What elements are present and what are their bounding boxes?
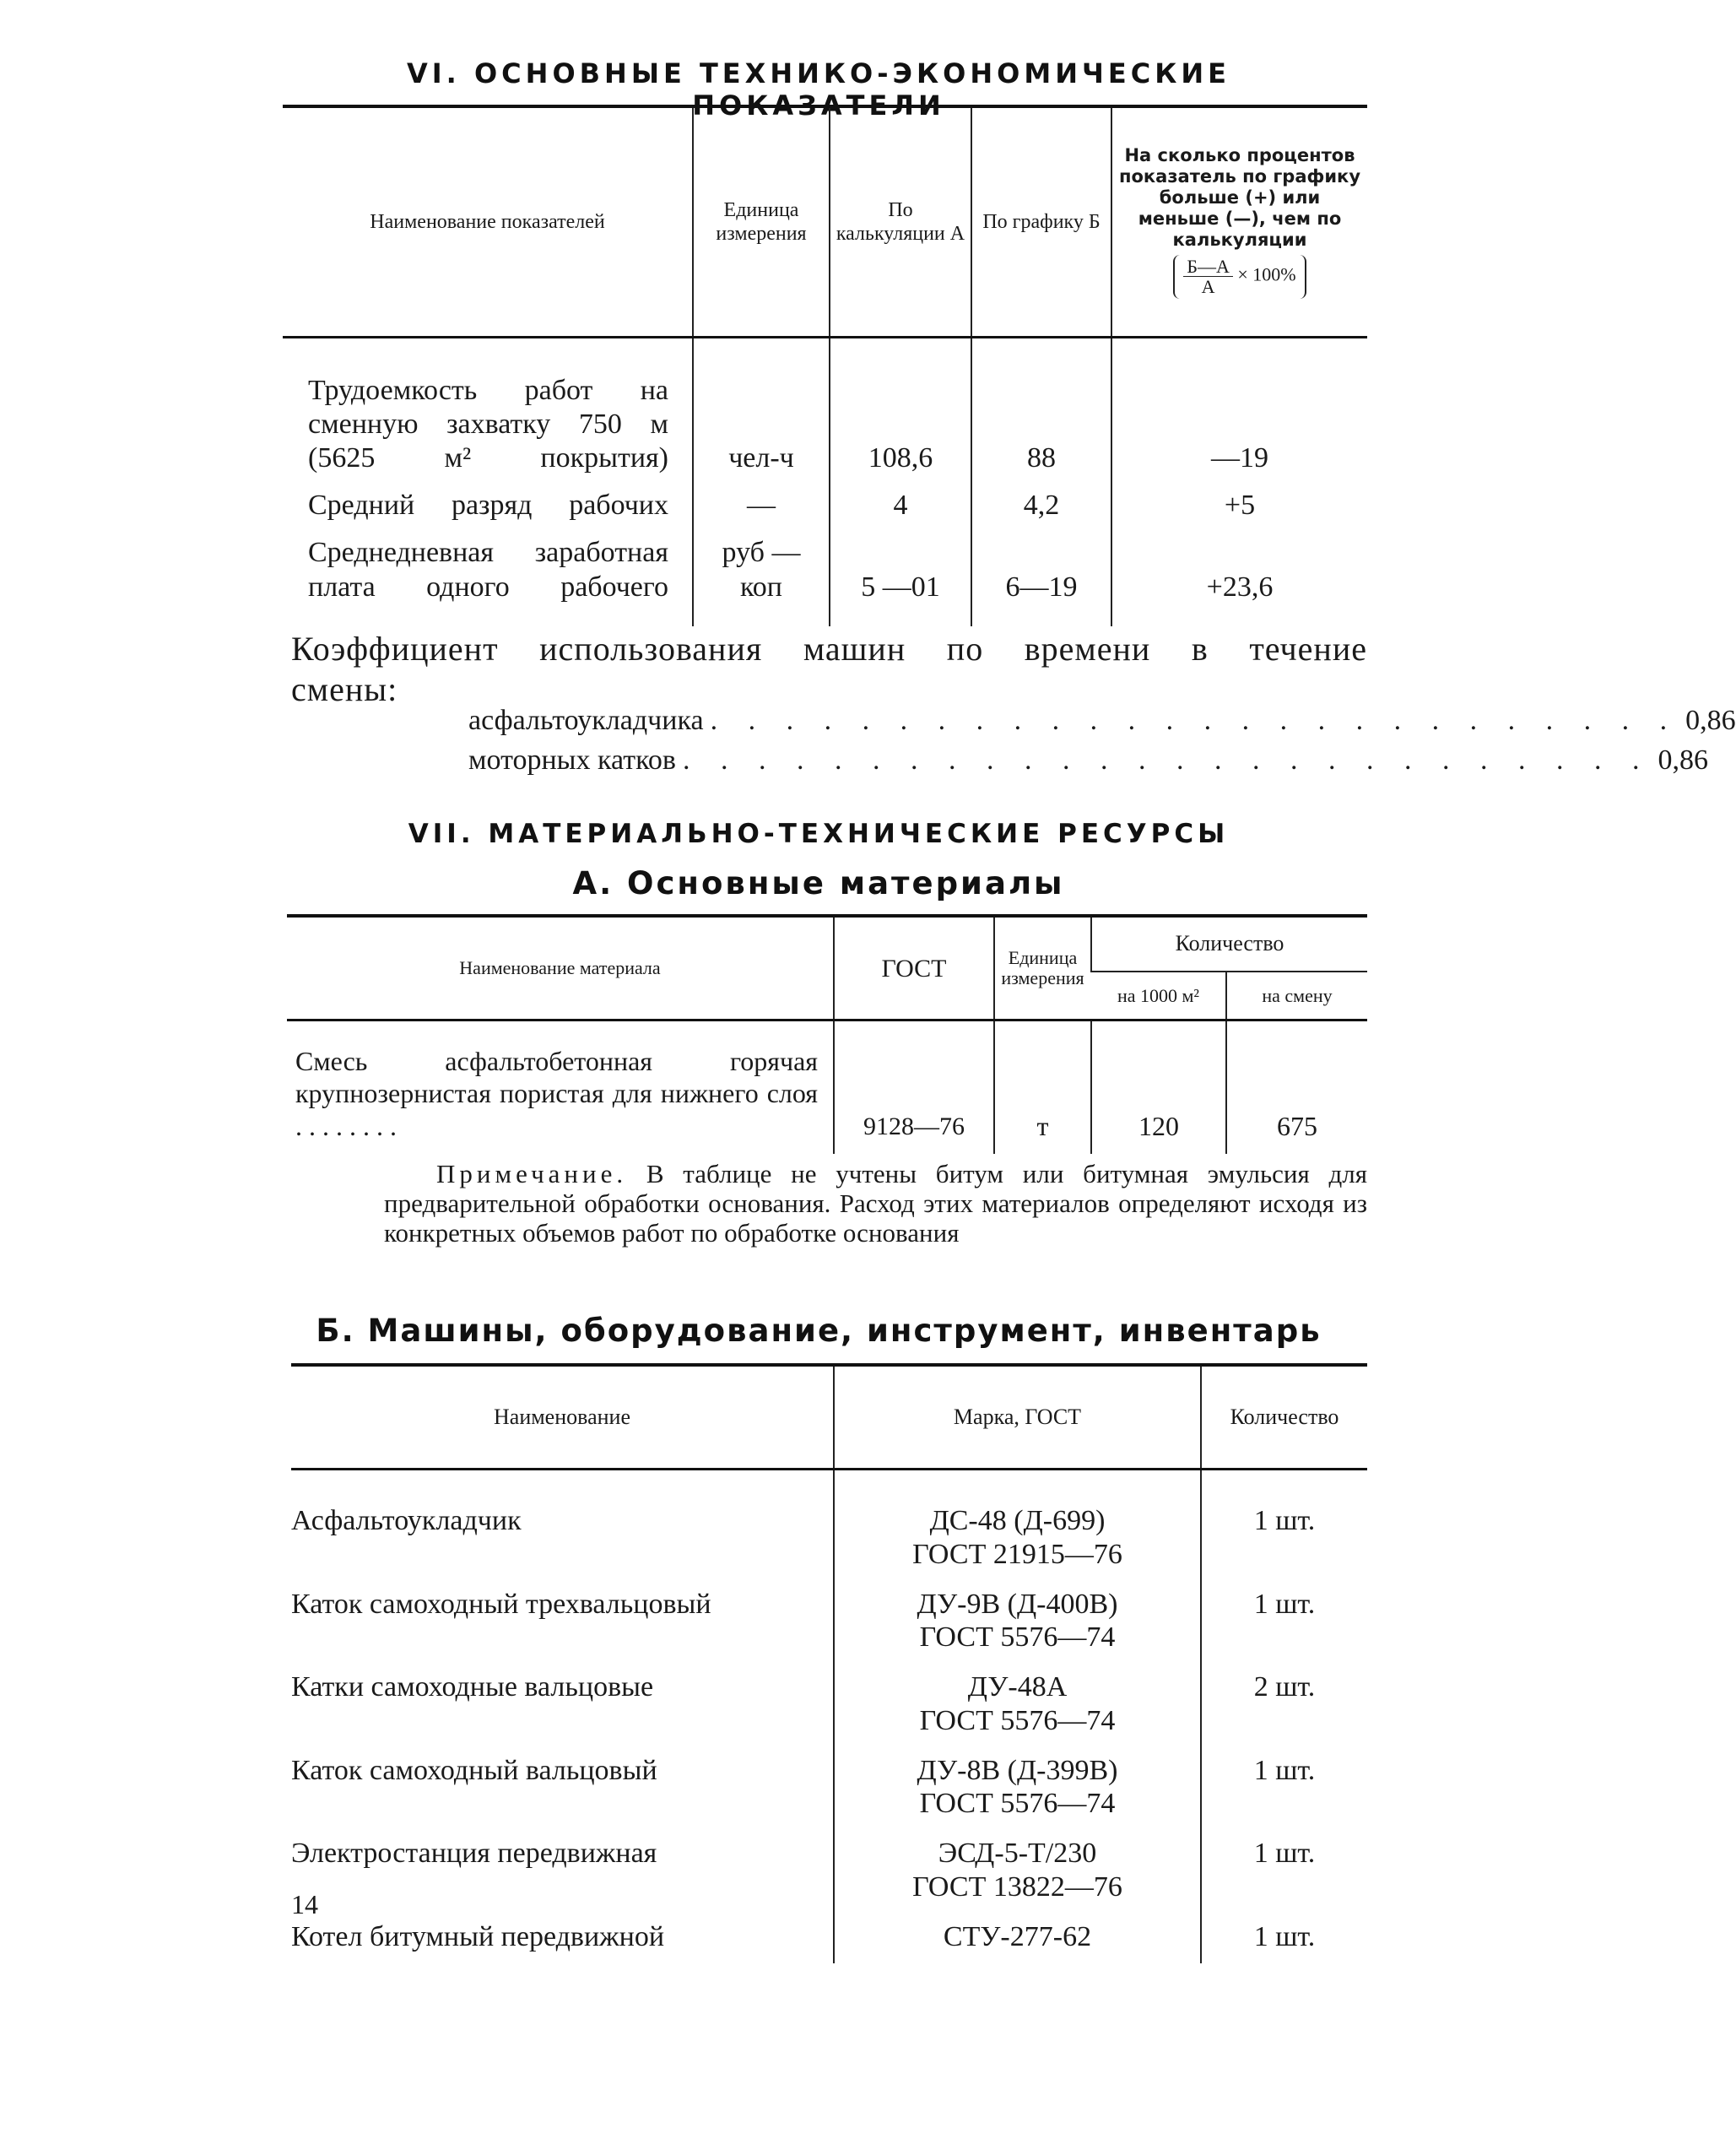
leader-dots: . . . . . . . . . . . . . . . . . . . . . . . . . .: [710, 705, 1679, 736]
indicator-name: Средний разряд рабочих: [308, 490, 668, 522]
coefficient-value: 0,86: [1685, 705, 1736, 736]
machines-table: [291, 1363, 1367, 1963]
section-7-title: VII. МАТЕРИАЛЬНО-ТЕХНИЧЕСКИЕ РЕСУРСЫ: [408, 819, 1230, 849]
indicators-table: [283, 105, 1367, 626]
material-unit: т: [994, 1020, 1091, 1155]
materials-table: [287, 914, 1367, 1154]
subsection-a-title: А. Основные материалы: [572, 865, 1065, 901]
machine-count: 1 шт.: [1201, 1748, 1367, 1832]
machine-mark: [834, 1665, 1201, 1748]
formula-denominator: А: [1201, 276, 1215, 298]
indicator-percent: —19: [1111, 338, 1367, 483]
machine-count: 1 шт.: [1201, 1914, 1367, 1964]
indicator-calc-value: 108,6: [830, 338, 971, 483]
coefficient-heading: Коэффициент использования машин по времени в течение: [291, 630, 1367, 668]
table-row: [283, 482, 1367, 529]
machine-name: Котел битумный передвижной: [291, 1920, 665, 1952]
page-number: 14: [291, 1889, 318, 1919]
machine-name: Электростанция передвижная: [291, 1838, 657, 1870]
indicator-unit: —: [693, 482, 830, 529]
indicator-calc-value: 5 —01: [830, 529, 971, 625]
table-row: [291, 1665, 1367, 1748]
table-row: [291, 1582, 1367, 1665]
material-gost: 9128—76: [834, 1020, 994, 1155]
table-row: [291, 1914, 1367, 1964]
coefficient-label: моторных катков: [468, 744, 676, 776]
machine-mark: [834, 1582, 1201, 1665]
indicator-percent: +5: [1111, 482, 1367, 529]
machine-name: Катки самоходные вальцовые: [291, 1671, 654, 1703]
table-row: [283, 338, 1367, 483]
machine-gost: ГОСТ 5576—74: [919, 1621, 1116, 1654]
table-row: [291, 1831, 1367, 1914]
indicator-calc-value: 4: [830, 482, 971, 529]
coefficient-label: асфальтоукладчика: [468, 705, 704, 736]
header-indicator-name: Наименование показателей: [283, 106, 693, 338]
indicator-unit: чел-ч: [693, 338, 830, 483]
formula-multiplier: × 100%: [1237, 263, 1296, 285]
machine-mark: [834, 1470, 1201, 1582]
machine-count: 1 шт.: [1201, 1831, 1367, 1914]
indicator-graph-value: 88: [971, 338, 1111, 483]
leader-dots: . . . . . . . . . . . . . . . . . . . . . . . . . .: [682, 744, 1652, 776]
indicator-percent: +23,6: [1111, 529, 1367, 625]
material-name: Смесь асфальтобетонная горячая крупнозернистая пористая для нижнего слоя . . . . . . . .: [295, 1046, 818, 1141]
coefficient-value: 0,86: [1658, 744, 1708, 776]
header-by-graph: По графику Б: [971, 106, 1111, 338]
header-quantity: Количество: [1091, 916, 1367, 972]
machine-count: 2 шт.: [1201, 1665, 1367, 1748]
header-by-calculation: По калькуляции А: [830, 106, 971, 338]
percent-formula: [1173, 255, 1306, 298]
note-lead: Примечание.: [436, 1159, 628, 1188]
formula-fraction: [1183, 257, 1233, 296]
table-row: [283, 529, 1367, 625]
indicator-name: Среднедневная заработная плата одного рабочего: [308, 537, 668, 603]
table-header-row: [287, 916, 1367, 972]
header-percent-text: На сколько процентов показатель по графику больше (+) или меньше (—), чем по калькуляции: [1118, 145, 1361, 250]
machine-gost: ГОСТ 5576—74: [919, 1788, 1116, 1820]
indicator-graph-value: 6—19: [971, 529, 1111, 625]
formula-numerator: Б—А: [1183, 257, 1233, 277]
header-per-shift: на смену: [1226, 972, 1367, 1020]
coefficient-item: [468, 705, 1736, 737]
header-mark-gost: Марка, ГОСТ: [834, 1365, 1201, 1470]
header-count: Количество: [1201, 1365, 1367, 1470]
machine-mark: [834, 1748, 1201, 1832]
machine-model: ДУ-48А: [967, 1671, 1068, 1703]
table-header-row: [291, 1365, 1367, 1470]
machine-model: ДУ-8В (Д-399В): [917, 1754, 1118, 1786]
machine-count: 1 шт.: [1201, 1582, 1367, 1665]
machine-gost: ГОСТ 13822—76: [912, 1870, 1122, 1903]
table-row: [291, 1748, 1367, 1832]
machine-model: СТУ-277-62: [943, 1920, 1092, 1952]
machine-mark: [834, 1831, 1201, 1914]
coefficient-heading-cont: смены:: [291, 670, 398, 708]
header-percent-diff: [1111, 106, 1367, 338]
material-per-1000: 120: [1091, 1020, 1226, 1155]
coefficient-item: [468, 744, 1708, 777]
indicator-name: Трудоемкость работ на сменную захватку 750 м (5625 м² покрытия): [308, 375, 668, 474]
table-row: [291, 1470, 1367, 1582]
indicator-graph-value: 4,2: [971, 482, 1111, 529]
machine-model: ЭСД-5-Т/230: [938, 1838, 1097, 1870]
note-text: В таблице не учтены битум или битумная эмульсия для предварительной обработки основания. Расход этих материалов определяют исходя из конкретных объемов работ по обработке основания: [384, 1159, 1367, 1248]
header-gost: ГОСТ: [834, 916, 994, 1020]
header-unit: Единица измерения: [994, 916, 1091, 1020]
subsection-b-title: Б. Машины, оборудование, инструмент, инвентарь: [316, 1313, 1322, 1349]
machine-count: 1 шт.: [1201, 1470, 1367, 1582]
header-machine-name: Наименование: [291, 1365, 834, 1470]
header-per-1000: на 1000 м²: [1091, 972, 1226, 1020]
indicator-unit: руб —коп: [693, 529, 830, 625]
machine-name: Каток самоходный трехвальцовый: [291, 1588, 711, 1620]
machine-mark: [834, 1914, 1201, 1964]
machine-gost: ГОСТ 5576—74: [919, 1704, 1116, 1736]
materials-note: [384, 1159, 1367, 1248]
machine-model: ДУ-9В (Д-400В): [917, 1588, 1118, 1620]
machine-gost: ГОСТ 21915—76: [912, 1538, 1122, 1570]
material-per-shift: 675: [1226, 1020, 1367, 1155]
table-header-row: [283, 106, 1367, 338]
machine-name: Каток самоходный вальцовый: [291, 1754, 657, 1786]
section-6-title: VI. ОСНОВНЫЕ ТЕХНИКО-ЭКОНОМИЧЕСКИЕ ПОКАЗАТЕЛИ: [407, 57, 1230, 122]
table-row: [287, 1020, 1367, 1155]
header-material-name: Наименование материала: [287, 916, 834, 1020]
machine-name: Асфальтоукладчик: [291, 1505, 522, 1536]
header-unit: Единица измерения: [693, 106, 830, 338]
machine-model: ДС-48 (Д-699): [929, 1505, 1106, 1536]
